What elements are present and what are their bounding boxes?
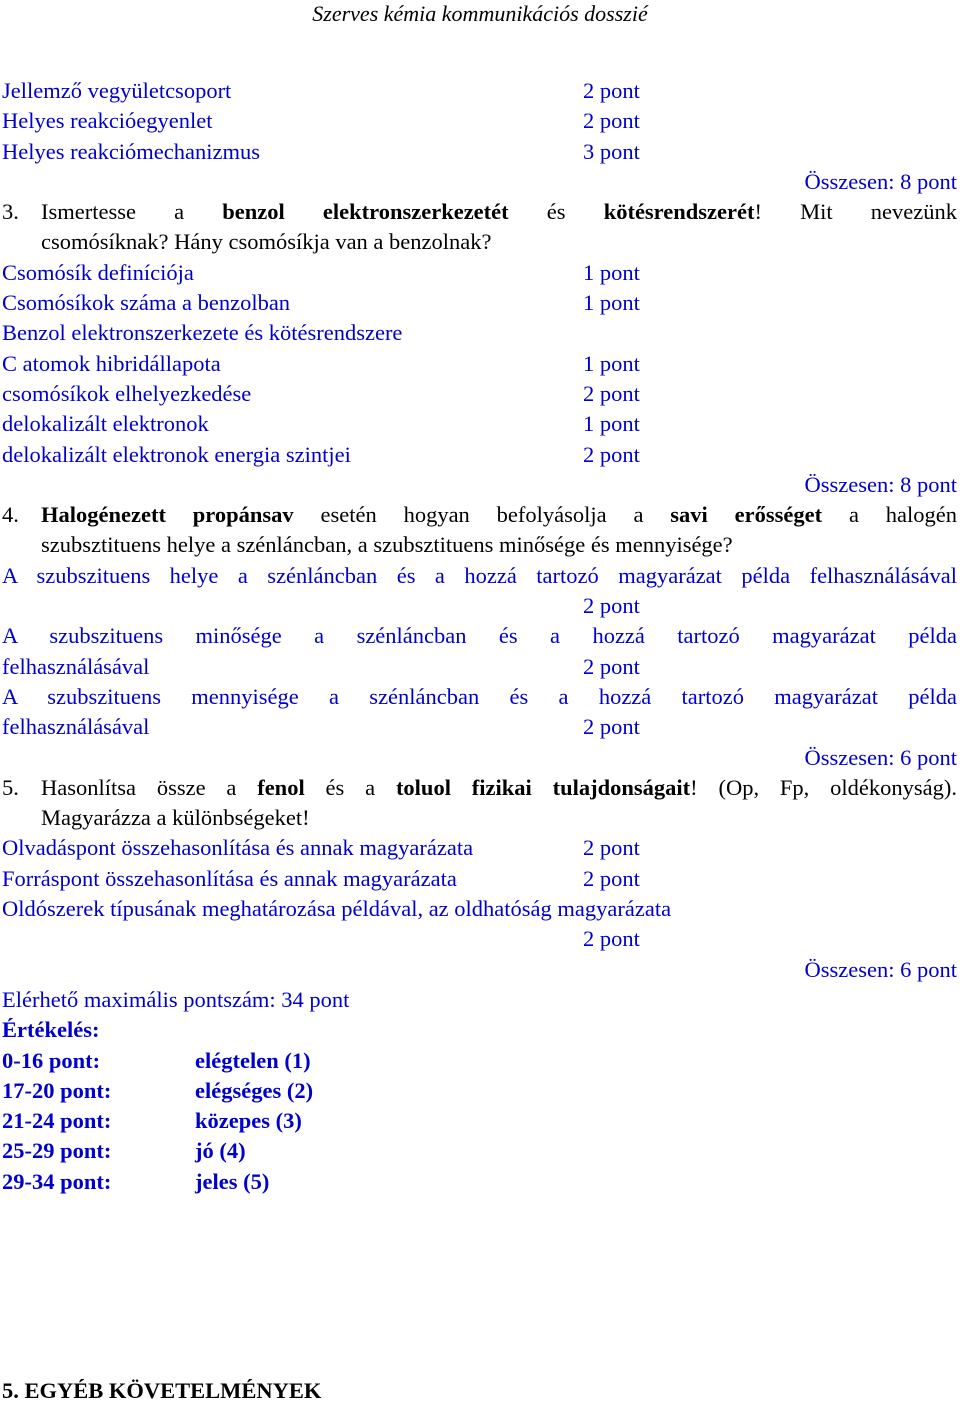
section-total: Összesen: 8 pont — [804, 168, 957, 194]
criteria-row: Helyes reakcióegyenlet 2 pont — [2, 108, 640, 134]
question-4: 4. Halogénezett propánsav esetén hogyan befolyásolja a savi erősséget a halogén — [2, 502, 958, 528]
question-3-line2: csomósíknak? Hány csomósíkja van a benzolnak? — [41, 229, 492, 255]
criteria-row: delokalizált elektronok energia szintjei 2 pont — [2, 441, 640, 467]
criteria-row: Jellemző vegyületcsoport 2 pont — [2, 78, 640, 103]
criteria-row: felhasználásával 2 pont — [2, 653, 640, 679]
criteria-row: Csomósíkok száma a benzolban 1 pont — [2, 290, 640, 316]
section-total: Összesen: 8 pont — [804, 471, 957, 497]
criteria-row: Forráspont összehasonlítása és annak magyarázata 2 pont — [2, 865, 640, 891]
question-5: 5. Hasonlítsa össze a fenol és a toluol fizikai tulajdonságait! (Op, Fp, oldékonyság). — [2, 774, 957, 800]
section-heading: 5. EGYÉB KÖVETELMÉNYEK — [2, 1378, 322, 1403]
page-header: Szerves kémia kommunikációs dosszié — [312, 1, 648, 26]
criteria-row: A szubszituens minősége a szénláncban és a hozzá tartozó magyarázat példa — [2, 623, 957, 649]
grading-table — [2, 1015, 957, 1197]
criteria-row: A szubszituens helye a szénláncban és a hozzá tartozó magyarázat példa felhasználásával — [2, 562, 957, 588]
grading-row: 17-20 pont: elégséges (2) — [2, 1077, 314, 1103]
grading-row: 21-24 pont: közepes (3) — [2, 1108, 302, 1134]
criteria-points-row: 2 pont — [583, 593, 640, 619]
grading-row: 0-16 pont: elégtelen (1) — [2, 1047, 311, 1073]
criteria-row: felhasználásával 2 pont — [2, 714, 640, 740]
criteria-row: delokalizált elektronok 1 pont — [2, 411, 640, 437]
criteria-row: Helyes reakciómechanizmus 3 pont — [2, 138, 640, 164]
criteria-row: Olvadáspont összehasonlítása és annak magyarázata 2 pont — [2, 835, 640, 861]
section-total: Összesen: 6 pont — [804, 744, 957, 770]
criteria-row: Oldószerek típusának meghatározása példával, az oldhatóság magyarázata — [2, 896, 672, 922]
document-body — [2, 76, 957, 1197]
section-total: Összesen: 6 pont — [804, 956, 957, 982]
criteria-row: Benzol elektronszerkezete és kötésrendszere — [2, 320, 403, 346]
criteria-points-row: 2 pont — [583, 926, 640, 952]
criteria-row: Csomósík definíciója 1 pont — [2, 259, 640, 285]
grading-title: Értékelés: — [2, 1017, 100, 1043]
criteria-row: C atomok hibridállapota 1 pont — [2, 350, 640, 376]
criteria-row: A szubszituens mennyisége a szénláncban és a hozzá tartozó magyarázat példa — [2, 683, 957, 709]
question-4-line2: szubsztituens helye a szénláncban, a szubsztituens minősége és mennyisége? — [41, 532, 733, 558]
grading-row: 25-29 pont: jó (4) — [2, 1138, 246, 1164]
grading-row: 29-34 pont: jeles (5) — [2, 1168, 270, 1194]
max-points: Elérhető maximális pontszám: 34 pont — [2, 986, 350, 1012]
criteria-row: csomósíkok elhelyezkedése 2 pont — [2, 380, 640, 406]
question-5-line2: Magyarázza a különbségeket! — [41, 805, 310, 831]
question-3: 3. Ismertesse a benzol elektronszerkezetét és kötésrendszerét! Mit nevezünk — [2, 199, 957, 225]
